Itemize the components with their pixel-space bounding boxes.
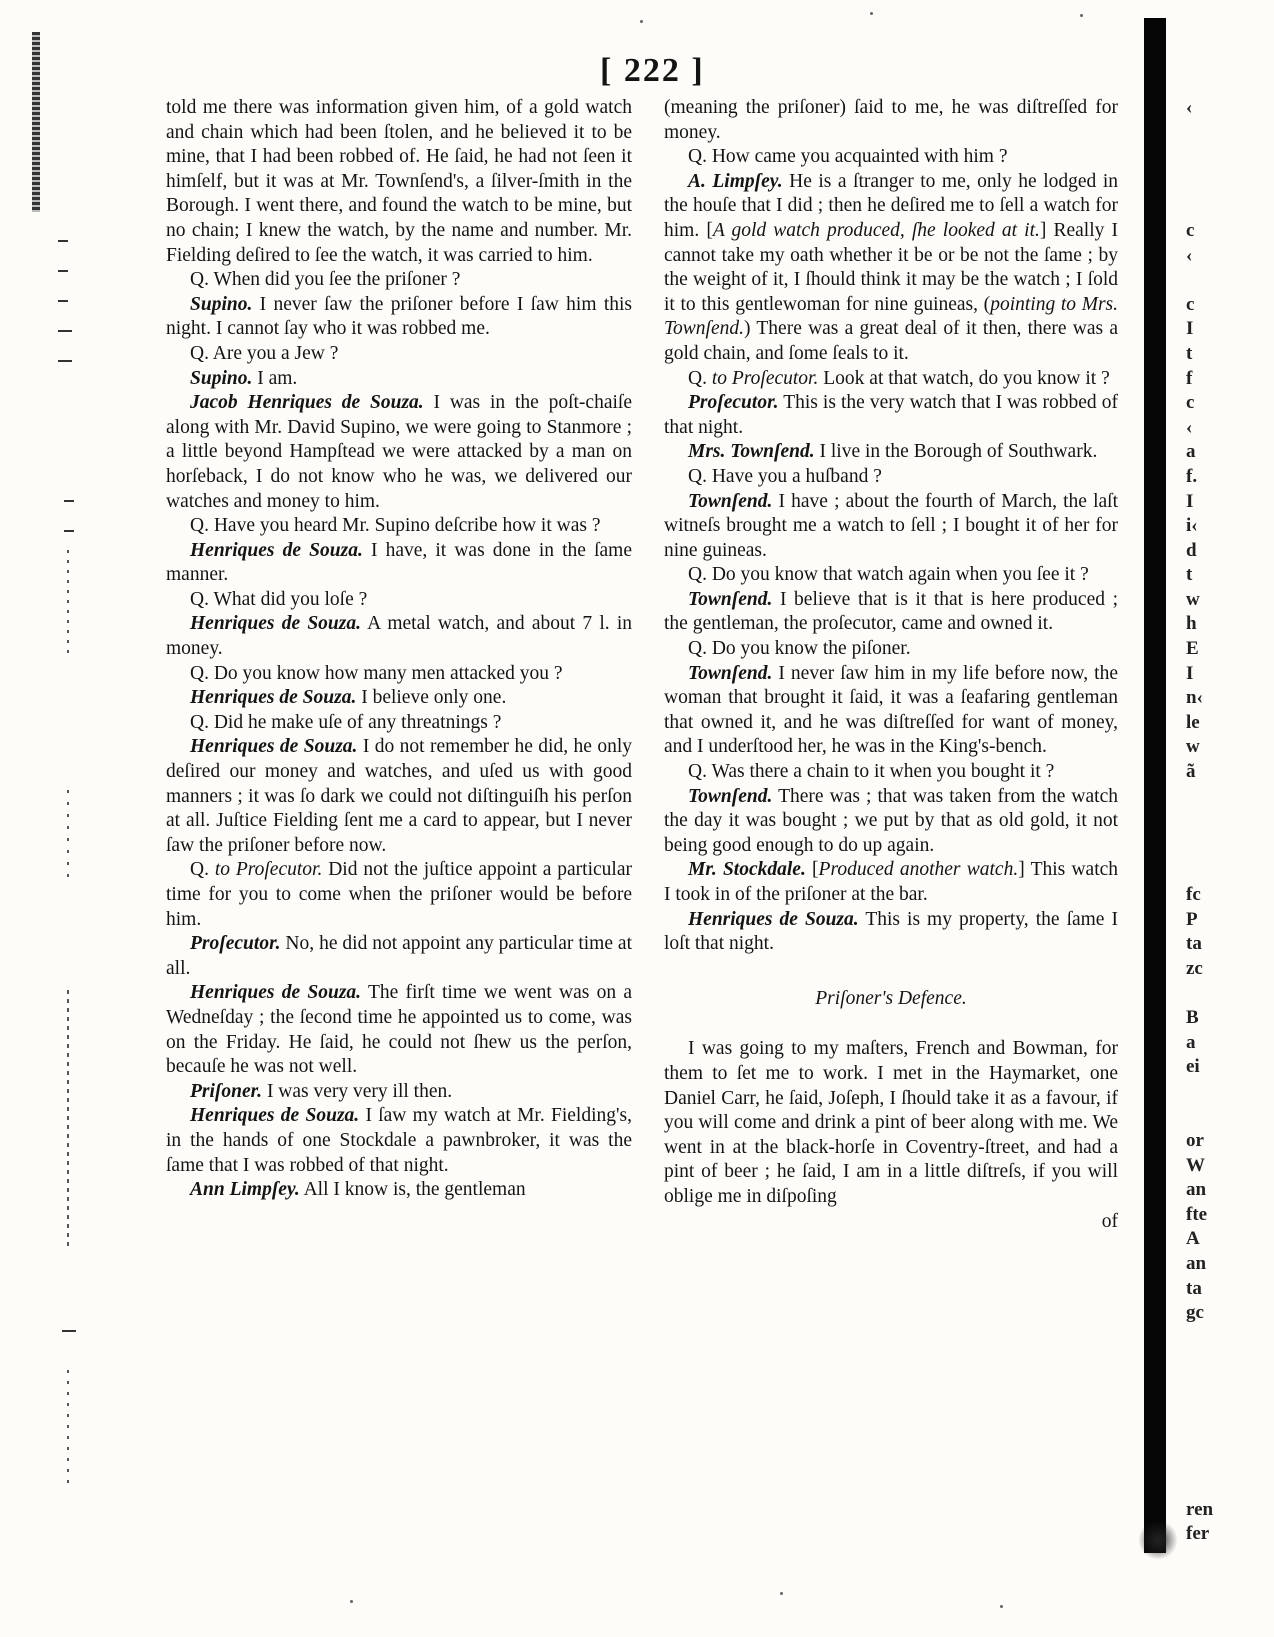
next-page-fragment: ã — [1186, 761, 1196, 783]
catchword-text: of — [1101, 1210, 1118, 1232]
next-page-fragment: f — [1186, 367, 1193, 389]
next-page-fragment: ren — [1186, 1498, 1214, 1520]
speaker-name: Priſoner. — [190, 1080, 263, 1102]
paragraph — [166, 96, 632, 268]
paragraph-text: Q. Are you a Jew ? — [190, 342, 339, 364]
paragraph — [166, 391, 632, 514]
paragraph-text: I do not remember he did, he only deſired our money and watches, and uſed us with good manners ; it was ſo dark we could not diſtinguiſh his perſon at all. Juſtice Fielding ſent me a card to appear, but I never ſaw the priſoner before now. — [166, 736, 632, 856]
next-page-fragment — [1186, 1326, 1256, 1351]
paragraph — [664, 563, 1118, 588]
paragraph-text: All I know is, the gentleman — [299, 1179, 526, 1201]
paragraph — [664, 908, 1118, 957]
next-page-fragment — [1186, 834, 1256, 859]
next-page-fragment: ‹ — [1186, 416, 1193, 438]
speaker-name: Henriques de Souza. — [190, 1105, 360, 1127]
next-page-fragment: a — [1186, 1031, 1196, 1053]
paragraph-text: Q. What did you loſe ? — [190, 588, 368, 610]
next-page-fragment: ‹ — [1186, 244, 1193, 266]
binding-shadow — [1138, 1520, 1178, 1560]
speaker-name: Henriques de Souza. — [190, 539, 363, 561]
next-page-fragment: w — [1186, 588, 1200, 610]
next-page-fragment — [1186, 1080, 1256, 1105]
paragraph-text: ] This watch I took in of the priſoner at the bar. — [664, 859, 1119, 905]
next-page-fragment — [1186, 981, 1256, 1006]
speaker-name: Townſend. — [688, 588, 773, 610]
next-page-fragment: a — [1186, 441, 1196, 463]
speaker-name: Henriques de Souza. — [190, 613, 361, 635]
paragraph — [166, 1080, 632, 1105]
paragraph-text: Q. How came you acquainted with him ? — [688, 146, 1008, 168]
scan-speck — [1000, 1605, 1003, 1608]
speaker-name: Henriques de Souza. — [190, 736, 358, 758]
next-page-fragment: f. — [1186, 465, 1198, 487]
paragraph — [166, 1178, 632, 1203]
heading-text: Priſoner's Defence. — [815, 987, 967, 1009]
paragraph — [166, 293, 632, 342]
speaker-name: Townſend. — [688, 662, 773, 684]
paragraph — [166, 539, 632, 588]
next-page-fragment — [1186, 1449, 1256, 1474]
paragraph-text: I believe only one. — [356, 687, 507, 709]
paragraph-text: told me there was information given him, of a gold watch and chain which had been ſtolen, and he believed it to be mine, that I had been robbed of. He ſaid, he had not ſeen it himſelf, but it was at Mr. Townſend's, a ſilver-ſmith in the Borough. I went there, and found the watch to be mine, but no chain; I knew the watch, by the name and number. Mr. Fielding deſired to ſee the watch, it was carried to him. — [166, 97, 632, 266]
paragraph — [664, 367, 1118, 392]
paragraph-text: I ſaw my watch at Mr. Fielding's, in the hands of one Stockdale a pawnbroker, it was the ſame that I was robbed of that night. — [166, 1105, 632, 1176]
paragraph-text: A metal watch, and about 7 l. in money. — [166, 613, 632, 660]
next-page-fragment: I — [1186, 490, 1194, 512]
paragraph — [664, 858, 1118, 907]
paragraph — [166, 662, 632, 687]
next-page-fragment: le — [1186, 711, 1200, 733]
paragraph-text: Q. Do you know that watch again when you ſee it ? — [688, 564, 1089, 586]
next-page-fragment — [1186, 809, 1256, 834]
speaker-name: A. Limpſey. — [688, 170, 783, 192]
speaker-name: Supino. — [190, 293, 253, 315]
scan-speck — [870, 12, 873, 15]
paragraph — [166, 735, 632, 858]
paragraph-text: I am. — [252, 367, 298, 389]
speaker-name: Proſecutor. — [688, 392, 779, 414]
paragraph-text: I believe that is it that is here produced ; the gentleman, the proſecutor, came and owned it. — [664, 588, 1118, 635]
speaker-name: Townſend. — [688, 785, 773, 807]
paragraph-text: I have, it was done in the ſame manner. — [166, 539, 632, 586]
next-page-fragment: ei — [1186, 1056, 1200, 1078]
paragraph-text: I never ſaw the priſoner before I ſaw him this night. I cannot ſay who it was robbed me. — [166, 293, 632, 340]
next-page-fragment — [1186, 1424, 1256, 1449]
next-page-fragment: gc — [1186, 1302, 1204, 1324]
speaker-name: Townſend. — [688, 490, 773, 512]
speaker-name: Henriques de Souza. — [190, 687, 357, 709]
paragraph — [664, 1037, 1118, 1209]
right-column — [664, 96, 1118, 1234]
next-page-fragment: I — [1186, 318, 1194, 340]
next-page-fragment: w — [1186, 736, 1200, 758]
next-page-fragment — [1186, 194, 1256, 219]
paragraph — [166, 686, 632, 711]
next-page-fragment: fer — [1186, 1523, 1210, 1545]
next-page-fragment: t — [1186, 564, 1193, 586]
left-margin-marks — [30, 30, 80, 1530]
next-page-fragment: t — [1186, 342, 1193, 364]
next-page-fragment: B — [1186, 1006, 1199, 1028]
paragraph-text: Q. Did he make uſe of any threatnings ? — [190, 711, 502, 733]
paragraph — [166, 858, 632, 932]
paragraph — [166, 1104, 632, 1178]
speaker-name: Jacob Henriques de Souza. — [190, 392, 424, 414]
next-page-fragment: E — [1186, 638, 1199, 660]
paragraph — [664, 465, 1118, 490]
paragraph — [166, 981, 632, 1079]
paragraph — [664, 440, 1118, 465]
paragraph — [664, 637, 1118, 662]
italic-note: A gold watch produced, ſhe looked at it. — [712, 219, 1040, 241]
next-page-fragment: an — [1186, 1179, 1207, 1201]
next-page-fragment: W — [1186, 1154, 1205, 1176]
paragraph-text: This is the very watch that I was robbed of that night. — [664, 392, 1118, 438]
paragraph — [664, 96, 1118, 145]
next-page-fragment: c — [1186, 219, 1195, 241]
paragraph — [664, 785, 1118, 859]
paragraph-text: Q. Have you a huſband ? — [688, 465, 882, 487]
paragraph — [166, 514, 632, 539]
next-page-fragment: ta — [1186, 1277, 1202, 1299]
paragraph-text: Q. — [688, 367, 712, 389]
paragraph-text: Q. Was there a chain to it when you bought it ? — [688, 761, 1055, 783]
scan-speck — [780, 1592, 783, 1595]
paragraph-text: I was very very ill then. — [262, 1080, 453, 1102]
next-page-fragment: an — [1186, 1252, 1207, 1274]
catchword — [664, 1210, 1118, 1235]
scan-speck — [640, 20, 643, 23]
italic-note: Produced another watch. — [818, 859, 1019, 881]
paragraph-text: Q. When did you ſee the priſoner ? — [190, 269, 461, 291]
scan-speck — [350, 1600, 353, 1603]
speaker-name: Mrs. Townſend. — [688, 441, 815, 463]
italic-note: pointing to Mrs. Townſend. — [664, 293, 1118, 340]
next-page-fragment: c — [1186, 293, 1195, 315]
paragraph — [166, 367, 632, 392]
paragraph-text: This is my property, the ſame I loſt that night. — [664, 908, 1118, 955]
next-page-fragment — [1186, 1473, 1256, 1498]
next-page-fragment: A — [1186, 1228, 1200, 1250]
left-column — [166, 96, 632, 1203]
speaker-name: Henriques de Souza. — [190, 982, 362, 1004]
paragraph-text: ) There was a great deal of it then, there was a gold chain, and ſome ſeals to it. — [664, 318, 1118, 364]
next-page-fragment: h — [1186, 613, 1197, 635]
next-page-fragment: c — [1186, 392, 1195, 414]
paragraph — [166, 612, 632, 661]
next-page-fragment: i‹ — [1186, 515, 1198, 537]
paragraph — [664, 588, 1118, 637]
paragraph-text: Did not the juſtice appoint a particular time for you to come when the priſoner would be before him. — [166, 859, 632, 930]
next-page-fragment: fc — [1186, 884, 1201, 905]
next-page-fragment: ta — [1186, 933, 1202, 955]
paragraph — [664, 760, 1118, 785]
paragraph-text: Q. Have you heard Mr. Supino deſcribe how it was ? — [190, 515, 601, 537]
paragraph — [166, 342, 632, 367]
paragraph-text: I never ſaw him in my life before now, the woman that brought it ſaid, it was a ſeafaring gentleman that owned it, and he was diſtreſſed for want of money, and I underſtood her, he was in the King's-bench. — [664, 662, 1118, 758]
paragraph-text: I have ; about the fourth of March, the laſt witneſs brought me a watch to ſell ; I bought it of her for nine guineas. — [664, 490, 1118, 561]
paragraph-text: I live in the Borough of Southwark. — [814, 441, 1098, 463]
paragraph — [166, 268, 632, 293]
next-page-fragment: I — [1186, 662, 1194, 684]
next-page-fragment — [1186, 858, 1256, 883]
paragraph — [664, 391, 1118, 440]
paragraph-text: No, he did not appoint any particular time at all. — [166, 933, 632, 979]
next-page-fragment — [1186, 145, 1256, 170]
page-number: [ 222 ] — [600, 52, 705, 89]
paragraph-text: Q. Do you know how many men attacked you ? — [190, 662, 563, 684]
next-page-fragment: or — [1186, 1129, 1204, 1151]
paragraph — [166, 588, 632, 613]
next-page-fragment: P — [1186, 908, 1198, 930]
section-heading — [664, 987, 1118, 1012]
paragraph-text: Q. Do you know the piſoner. — [688, 638, 911, 660]
speaker-name: Ann Limpſey. — [190, 1179, 300, 1201]
next-page-fragments — [1186, 96, 1256, 1547]
next-page-fragment — [1186, 1375, 1256, 1400]
next-page-fragment — [1186, 1350, 1256, 1375]
paragraph-text: There was ; that was taken from the watch the day it was bought ; we put by that as old gold, it not being good enough to do up again. — [664, 785, 1118, 856]
speaker-name: Mr. Stockdale. — [688, 859, 806, 881]
paragraph — [664, 170, 1118, 367]
paragraph — [664, 662, 1118, 760]
paragraph-text: ] Really I cannot take my oath whether it be or be not the ſame ; by the weight of it, I ſhould think it may be the watch ; I ſold it to this gentlewoman for nine guineas, ( — [664, 219, 1118, 315]
speaker-name: Supino. — [190, 367, 253, 389]
next-page-fragment — [1186, 1399, 1256, 1424]
next-page-fragment: fte — [1186, 1203, 1208, 1225]
speaker-name: Henriques de Souza. — [688, 908, 859, 930]
paragraph-text: He is a ſtranger to me, only he lodged in the houſe that I did ; then he deſired me to ſell a watch for him. [ — [664, 170, 1118, 241]
scan-speck — [1080, 14, 1083, 17]
next-page-fragment — [1186, 1104, 1256, 1129]
next-page-fragment — [1186, 170, 1256, 195]
next-page-fragment — [1186, 268, 1256, 293]
paragraph-text: I was going to my maſters, French and Bowman, for them to ſet me to work. I met in the Haymarket, one Daniel Carr, he ſaid, Joſeph, I ſhould take it as a favour, if you will come and drink a pint of beer along with me. We went in at the black-horſe in Coventry-ſtreet, and had a pint of beer ; he ſaid, I am in a little diſtreſs, if you will oblige me in diſpoſing — [664, 1038, 1118, 1207]
paragraph-text: (meaning the priſoner) ſaid to me, he was diſtreſſed for money. — [664, 97, 1118, 143]
paragraph-text: [ — [805, 859, 819, 881]
paragraph-text: Q. — [190, 859, 215, 881]
next-page-fragment — [1186, 785, 1256, 810]
paragraph-text: I was in the poſt-chaiſe along with Mr. David Supino, we were going to Stanmore ; a little beyond Hampſtead we were attacked by a man on horſeback, I do not know who he was, we delivered our watches and money to him. — [166, 392, 632, 512]
paragraph — [166, 932, 632, 981]
paragraph — [664, 490, 1118, 564]
next-page-fragment: n‹ — [1186, 687, 1203, 709]
paragraph — [664, 145, 1118, 170]
binding-edge — [1144, 18, 1166, 1553]
next-page-fragment: d — [1186, 539, 1197, 561]
italic-note: to Proſecutor. — [214, 859, 323, 881]
next-page-fragment — [1186, 121, 1256, 146]
paragraph — [166, 711, 632, 736]
paragraph-text: The firſt time we went was on a Wedneſday ; the ſecond time he appointed us to come, was on the Friday. He ſaid, he could not ſhew us the perſon, becauſe he was not well. — [166, 982, 632, 1078]
speaker-name: Proſecutor. — [190, 933, 281, 955]
next-page-fragment: zc — [1186, 957, 1203, 979]
paragraph-text: Look at that watch, do you know it ? — [818, 367, 1110, 389]
next-page-fragment: ‹ — [1186, 97, 1193, 118]
italic-note: to Proſecutor. — [711, 367, 819, 389]
